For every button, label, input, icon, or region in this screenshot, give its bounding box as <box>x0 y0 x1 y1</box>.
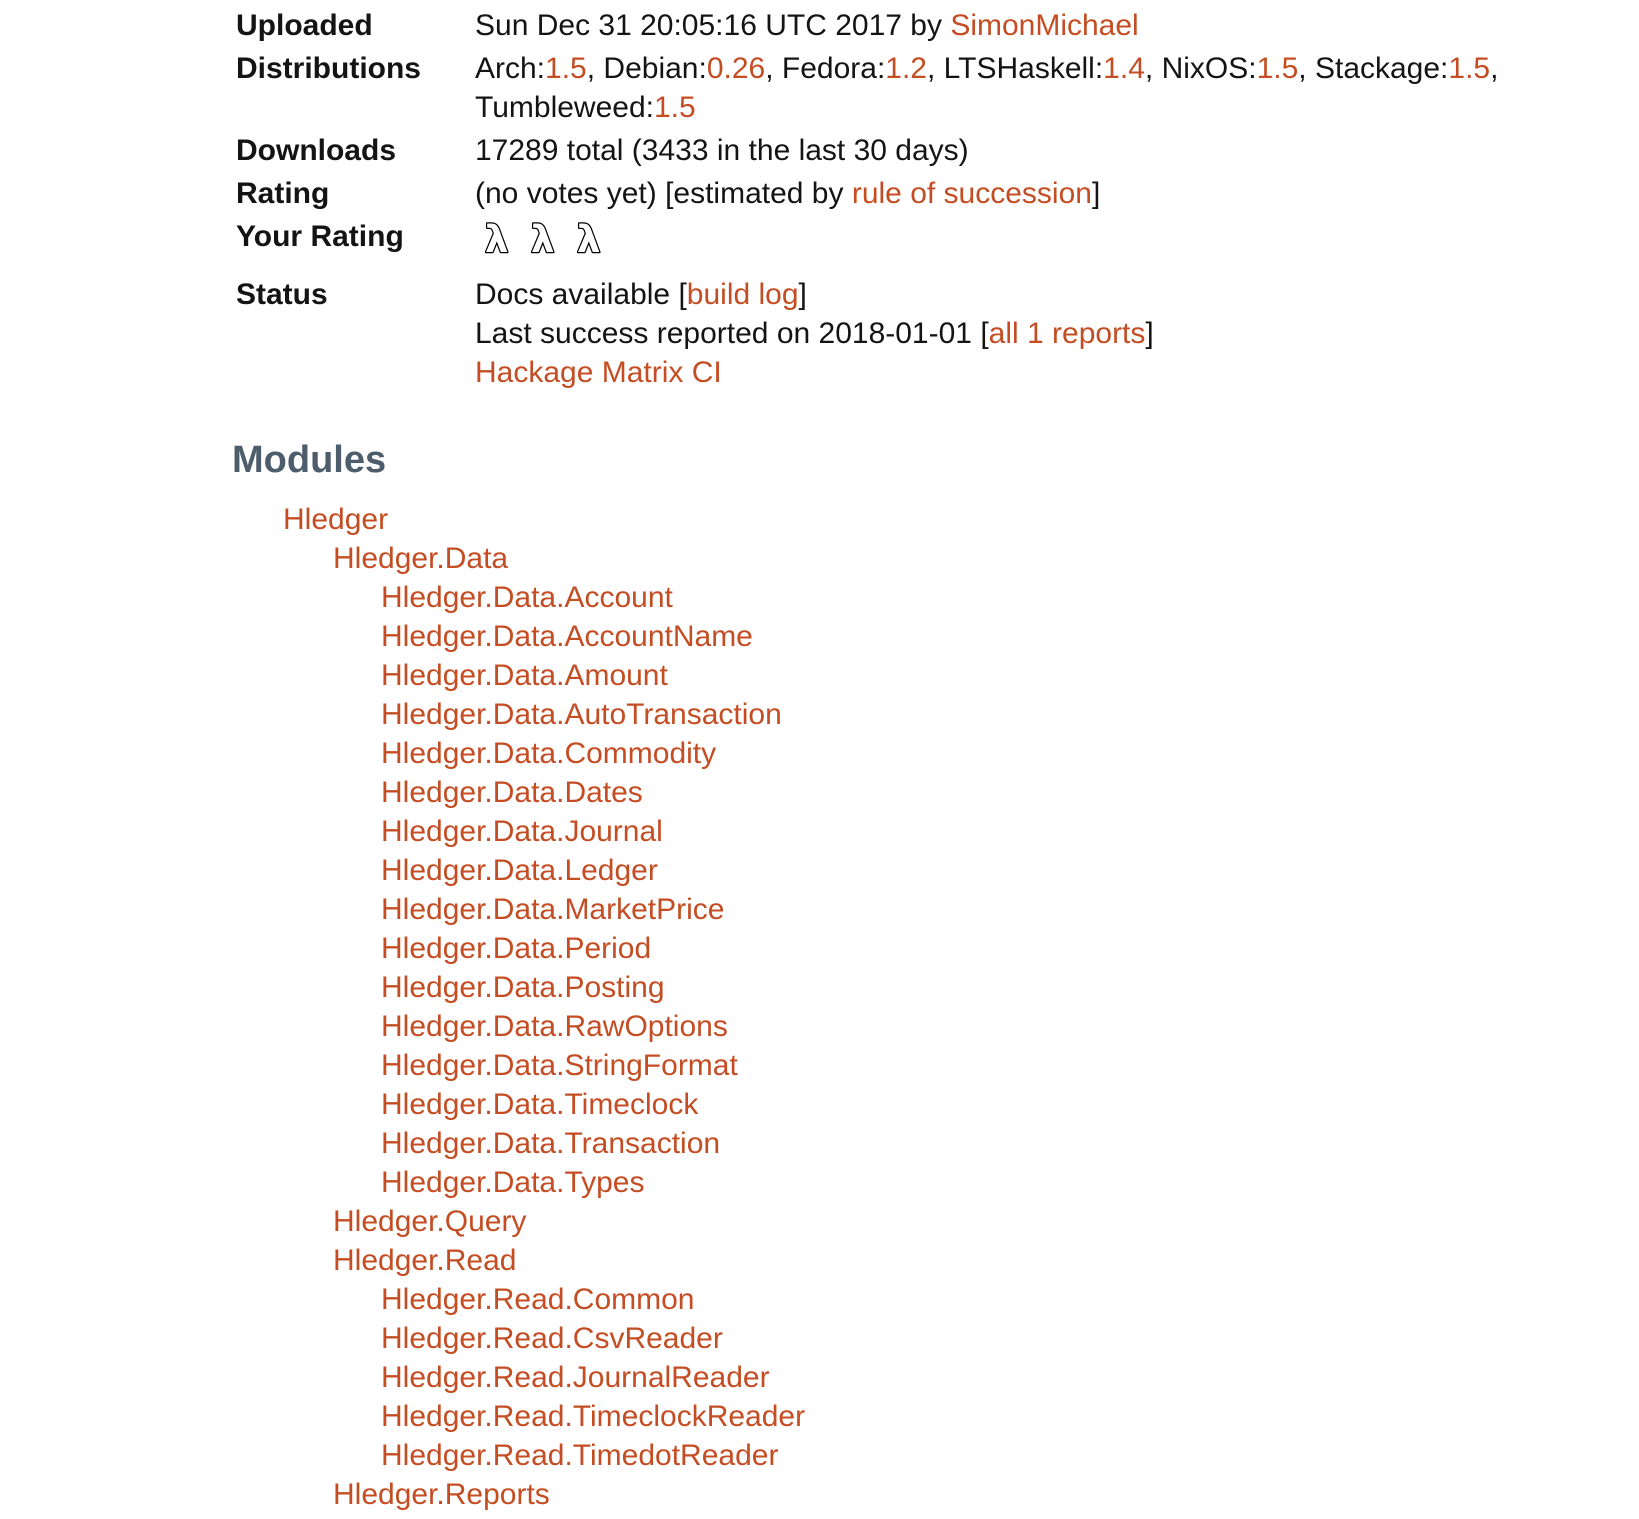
module-row <box>236 500 1639 539</box>
module-row <box>236 1397 1639 1436</box>
module-link[interactable]: Hledger.Data.Types <box>381 1166 645 1199</box>
module-row <box>236 1202 1639 1241</box>
package-properties-table <box>236 4 1498 394</box>
module-row <box>236 851 1639 890</box>
module-link[interactable]: Hledger.Data.Dates <box>381 776 643 809</box>
status-value <box>475 273 1498 394</box>
rating-value <box>475 172 1498 215</box>
module-row <box>236 1046 1639 1085</box>
distribution-version-link[interactable]: 1.2 <box>885 52 927 85</box>
distributions-value <box>475 47 1498 129</box>
distribution-version-link[interactable]: 0.26 <box>706 52 766 85</box>
separator: , <box>927 52 944 85</box>
module-row <box>236 1124 1639 1163</box>
rate-3-button[interactable] <box>573 217 607 261</box>
module-link[interactable]: Hledger.Data.Commodity <box>381 737 717 770</box>
downloads-row <box>236 129 1498 172</box>
lambda-rating-icon: λ <box>531 218 555 261</box>
your-rating-row <box>236 215 1498 273</box>
module-row <box>236 1241 1639 1280</box>
module-row <box>236 1085 1639 1124</box>
module-row <box>236 539 1639 578</box>
status-success-line <box>475 314 1498 353</box>
build-log-link[interactable]: build log <box>686 278 799 311</box>
rule-of-succession-link[interactable]: rule of succession <box>851 177 1092 210</box>
module-row <box>236 734 1639 773</box>
distribution-name: Tumbleweed: <box>475 91 654 124</box>
module-row <box>236 617 1639 656</box>
module-link[interactable]: Hledger.Data.AutoTransaction <box>381 698 782 731</box>
distribution-entry <box>944 49 1162 88</box>
module-link[interactable]: Hledger.Data.StringFormat <box>381 1049 738 1082</box>
module-link[interactable]: Hledger.Data.Transaction <box>381 1127 721 1160</box>
module-link[interactable]: Hledger.Data.Ledger <box>381 854 658 887</box>
module-link[interactable]: Hledger.Data <box>333 542 509 575</box>
separator: , <box>586 52 604 85</box>
status-ci-line <box>475 353 1498 392</box>
module-link[interactable]: Hledger.Data.RawOptions <box>381 1010 728 1043</box>
uploaded-label: Uploaded <box>236 9 373 42</box>
distribution-entry <box>1315 49 1498 88</box>
uploader-link[interactable]: SimonMichael <box>950 9 1139 42</box>
status-docs-suffix: ] <box>798 278 807 311</box>
module-link[interactable]: Hledger.Data.MarketPrice <box>381 893 725 926</box>
module-link[interactable]: Hledger.Read.JournalReader <box>381 1361 770 1394</box>
module-link[interactable]: Hledger.Data.Timeclock <box>381 1088 699 1121</box>
uploaded-value <box>475 4 1498 47</box>
module-row <box>236 656 1639 695</box>
distribution-version-link[interactable]: 1.5 <box>1256 52 1299 85</box>
status-docs-text: Docs available [ <box>475 278 687 311</box>
lambda-rating-icon: λ <box>577 218 601 261</box>
module-link[interactable]: Hledger.Data.Posting <box>381 971 665 1004</box>
distributions-label: Distributions <box>236 52 421 85</box>
module-row <box>236 773 1639 812</box>
lambda-rating-icon: λ <box>485 218 509 261</box>
module-link[interactable]: Hledger.Data.Amount <box>381 659 668 692</box>
distribution-name: Fedora: <box>781 52 886 85</box>
module-row <box>236 1280 1639 1319</box>
modules-heading: Modules <box>232 439 387 481</box>
downloads-value: 17289 total (3433 in the last 30 days) <box>475 134 969 167</box>
module-link[interactable]: Hledger.Read.TimeclockReader <box>381 1400 806 1433</box>
hackage-matrix-ci-link[interactable]: Hackage Matrix CI <box>475 356 722 389</box>
distribution-version-link[interactable]: 1.4 <box>1103 52 1145 85</box>
distribution-entry <box>475 88 696 127</box>
module-row <box>236 1163 1639 1202</box>
module-row <box>236 578 1639 617</box>
distribution-name: Stackage: <box>1314 52 1449 85</box>
distributions-row <box>236 47 1498 129</box>
module-row <box>236 1319 1639 1358</box>
distribution-entry <box>603 49 781 88</box>
module-row <box>236 1358 1639 1397</box>
rating-text-suffix: ] <box>1091 177 1101 210</box>
module-link[interactable]: Hledger.Read <box>333 1244 517 1277</box>
separator: , <box>1144 52 1162 85</box>
distributions-line-2 <box>475 88 1498 127</box>
module-link[interactable]: Hledger.Reports <box>333 1478 550 1511</box>
all-reports-link[interactable]: all 1 reports <box>988 317 1146 350</box>
rate-2-button[interactable] <box>527 217 561 261</box>
module-link[interactable]: Hledger.Data.Account <box>381 581 673 614</box>
module-link[interactable]: Hledger.Data.Period <box>381 932 652 965</box>
distribution-name: Debian: <box>603 52 707 85</box>
rating-info-row <box>236 172 1498 215</box>
distribution-version-link[interactable]: 1.5 <box>653 91 696 124</box>
separator: , <box>1298 52 1315 85</box>
separator: , <box>1490 52 1499 85</box>
status-label: Status <box>236 278 328 311</box>
your-rating-label: Your Rating <box>236 220 404 253</box>
module-row <box>236 812 1639 851</box>
distribution-entry <box>1162 49 1315 88</box>
status-docs-line <box>475 275 1498 314</box>
distribution-version-link[interactable]: 1.5 <box>545 52 587 85</box>
uploaded-date-text: Sun Dec 31 20:05:16 UTC 2017 by <box>475 9 951 42</box>
module-link[interactable]: Hledger.Data.AccountName <box>381 620 753 653</box>
module-link[interactable]: Hledger <box>283 503 389 536</box>
distribution-version-link[interactable]: 1.5 <box>1448 52 1491 85</box>
separator: , <box>765 52 782 85</box>
distribution-name: LTSHaskell: <box>943 52 1104 85</box>
downloads-label: Downloads <box>236 134 397 167</box>
distribution-name: NixOS: <box>1161 52 1257 85</box>
distributions-line-1 <box>475 49 1498 88</box>
module-row <box>236 1475 1639 1514</box>
status-success-suffix: ] <box>1145 317 1154 350</box>
status-success-text: Last success reported on 2018-01-01 [ <box>475 317 989 350</box>
distribution-entry <box>782 49 944 88</box>
module-row <box>236 890 1639 929</box>
module-link[interactable]: Hledger.Read.Common <box>381 1283 695 1316</box>
module-row <box>236 1436 1639 1475</box>
rating-text: (no votes yet) [estimated by <box>475 177 852 210</box>
module-list <box>236 500 1639 1514</box>
module-link[interactable]: Hledger.Data.Journal <box>381 815 663 848</box>
module-link[interactable]: Hledger.Read.CsvReader <box>381 1322 723 1355</box>
module-link[interactable]: Hledger.Query <box>333 1205 527 1238</box>
module-row <box>236 929 1639 968</box>
status-row <box>236 273 1498 394</box>
rating-label: Rating <box>236 177 330 210</box>
distribution-name: Arch: <box>475 52 546 85</box>
module-link[interactable]: Hledger.Read.TimedotReader <box>381 1439 779 1472</box>
uploaded-row <box>236 4 1498 47</box>
your-rating-value <box>475 215 1498 273</box>
module-row <box>236 1007 1639 1046</box>
module-row <box>236 968 1639 1007</box>
module-row <box>236 695 1639 734</box>
rate-1-button[interactable] <box>481 217 515 261</box>
distribution-entry <box>475 49 603 88</box>
